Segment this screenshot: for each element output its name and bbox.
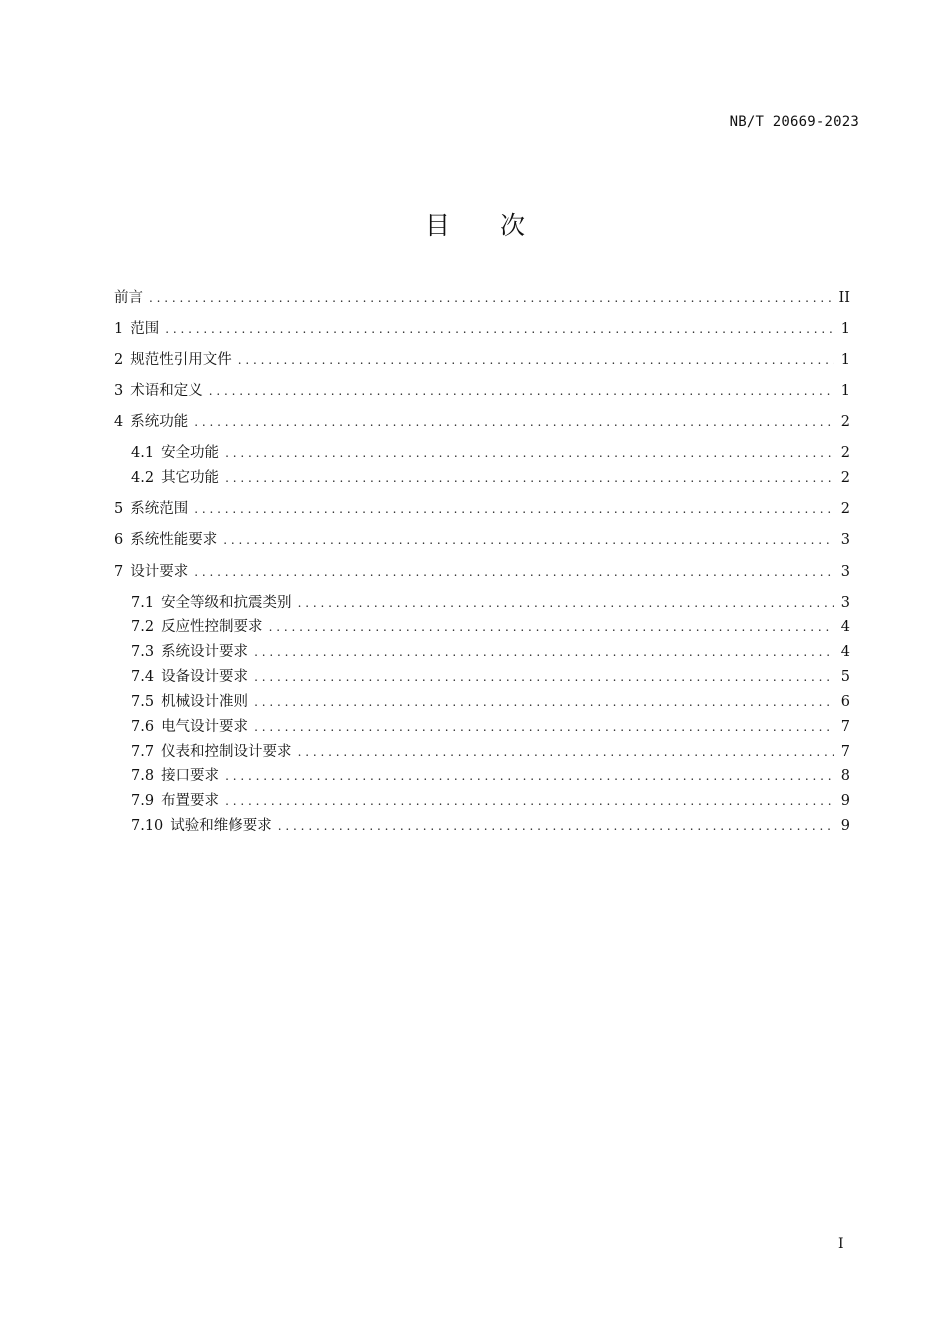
toc-entry-page: 2 [840, 501, 850, 517]
toc-leader-dots [254, 642, 834, 662]
toc-entry-page: 1 [840, 383, 850, 399]
toc-leader-dots [225, 791, 834, 811]
toc-entry-page: 3 [840, 532, 850, 548]
toc-entry-number: 5 [114, 501, 124, 517]
toc-entry-page: 3 [840, 564, 850, 580]
toc-entry-label: 范围 [130, 321, 160, 337]
toc-leader-dots [254, 692, 834, 712]
toc-leader-dots [269, 617, 834, 637]
toc-entry-label: 前言 [114, 290, 143, 306]
toc-leader-dots [165, 319, 834, 339]
toc-leader-dots [238, 350, 834, 370]
toc-entry-page: 9 [840, 793, 850, 809]
toc-entry-number: 7.5 [131, 694, 155, 710]
toc-entry-number: 6 [114, 532, 124, 548]
toc-leader-dots [223, 530, 834, 550]
toc-entry-label: 反应性控制要求 [161, 619, 263, 635]
toc-entry[interactable] [114, 562, 850, 582]
toc-entry-number: 7.10 [131, 818, 164, 834]
toc-entry[interactable] [114, 288, 850, 308]
toc-entry[interactable] [114, 381, 850, 401]
toc-entry-label: 系统功能 [130, 414, 189, 430]
toc-entry-page: 2 [840, 470, 850, 486]
toc-entry-page: 2 [840, 445, 850, 461]
toc-entry[interactable] [131, 791, 850, 811]
toc-entry-number: 4.2 [131, 470, 155, 486]
toc-entry-label: 系统范围 [130, 501, 189, 517]
toc-leader-dots [194, 412, 834, 432]
toc-entry-label: 系统设计要求 [161, 644, 249, 660]
toc-entry-label: 规范性引用文件 [130, 352, 232, 368]
toc-entry-number: 4 [114, 414, 124, 430]
toc-entry-number: 1 [114, 321, 124, 337]
toc-entry[interactable] [131, 617, 850, 637]
toc-entry-number: 7.2 [131, 619, 155, 635]
toc-entry-page: 7 [840, 744, 850, 760]
toc-entry-label: 机械设计准则 [161, 694, 249, 710]
toc-entry-page: II [838, 290, 850, 306]
toc-entry[interactable] [131, 443, 850, 463]
toc-leader-dots [225, 468, 834, 488]
toc-entry-label: 布置要求 [161, 793, 220, 809]
toc-entry-page: 4 [840, 619, 850, 635]
toc-entry-number: 2 [114, 352, 124, 368]
toc-entry[interactable] [131, 692, 850, 712]
toc-entry-label: 仪表和控制设计要求 [161, 744, 292, 760]
toc-leader-dots [298, 593, 834, 613]
toc-entry-page: 1 [840, 352, 850, 368]
toc-entry[interactable] [131, 667, 850, 687]
toc-entry-number: 7.3 [131, 644, 155, 660]
toc-leader-dots [278, 816, 834, 836]
toc-leader-dots [225, 443, 834, 463]
toc-entry[interactable] [131, 766, 850, 786]
toc-entry-page: 4 [840, 644, 850, 660]
toc-entry-label: 设备设计要求 [161, 669, 249, 685]
standard-code: NB/T 20669-2023 [729, 114, 859, 130]
toc-entry-page: 2 [840, 414, 850, 430]
toc-entry-label: 安全功能 [161, 445, 220, 461]
toc-leader-dots [194, 562, 834, 582]
toc-entry-number: 7.4 [131, 669, 155, 685]
toc-leader-dots [225, 766, 834, 786]
toc-entry[interactable] [131, 816, 850, 836]
toc-entry-number: 7.8 [131, 768, 155, 784]
toc-entry-page: 1 [840, 321, 850, 337]
toc-leader-dots [149, 288, 833, 308]
toc-entry[interactable] [114, 499, 850, 519]
toc-entry-label: 接口要求 [161, 768, 220, 784]
toc-entry-page: 9 [840, 818, 850, 834]
toc-entry-label: 试验和维修要求 [170, 818, 272, 834]
toc-entry-label: 术语和定义 [130, 383, 203, 399]
toc-entry-label: 电气设计要求 [161, 719, 249, 735]
toc-entry[interactable] [131, 593, 850, 613]
toc-entry-number: 7.9 [131, 793, 155, 809]
toc-entry-number: 7.7 [131, 744, 155, 760]
toc-entry-number: 3 [114, 383, 124, 399]
toc-entry[interactable] [131, 717, 850, 737]
toc-entry-number: 7 [114, 564, 124, 580]
toc-entry-page: 6 [840, 694, 850, 710]
toc-leader-dots [254, 717, 834, 737]
toc-title: 目次 [424, 211, 575, 240]
toc-entry-number: 7.1 [131, 595, 155, 611]
toc-entry-label: 系统性能要求 [130, 532, 218, 548]
toc-entry[interactable] [114, 530, 850, 550]
toc-leader-dots [254, 667, 834, 687]
toc-entry-page: 5 [840, 669, 850, 685]
toc-entry[interactable] [131, 642, 850, 662]
toc-entry-number: 4.1 [131, 445, 155, 461]
toc-leader-dots [194, 499, 834, 519]
toc-leader-dots [209, 381, 834, 401]
toc-entry-page: 3 [840, 595, 850, 611]
toc-entry-page: 7 [840, 719, 850, 735]
toc-entry-label: 其它功能 [161, 470, 220, 486]
toc-entry[interactable] [131, 468, 850, 488]
toc-entry-label: 安全等级和抗震类别 [161, 595, 292, 611]
toc-entry[interactable] [114, 412, 850, 432]
toc-entry[interactable] [114, 350, 850, 370]
toc-entry-number: 7.6 [131, 719, 155, 735]
toc-entry-page: 8 [840, 768, 850, 784]
toc-entry[interactable] [114, 319, 850, 339]
page-number: I [838, 1236, 844, 1252]
toc-entry-label: 设计要求 [130, 564, 189, 580]
toc-leader-dots [298, 742, 834, 762]
toc-entry[interactable] [131, 742, 850, 762]
